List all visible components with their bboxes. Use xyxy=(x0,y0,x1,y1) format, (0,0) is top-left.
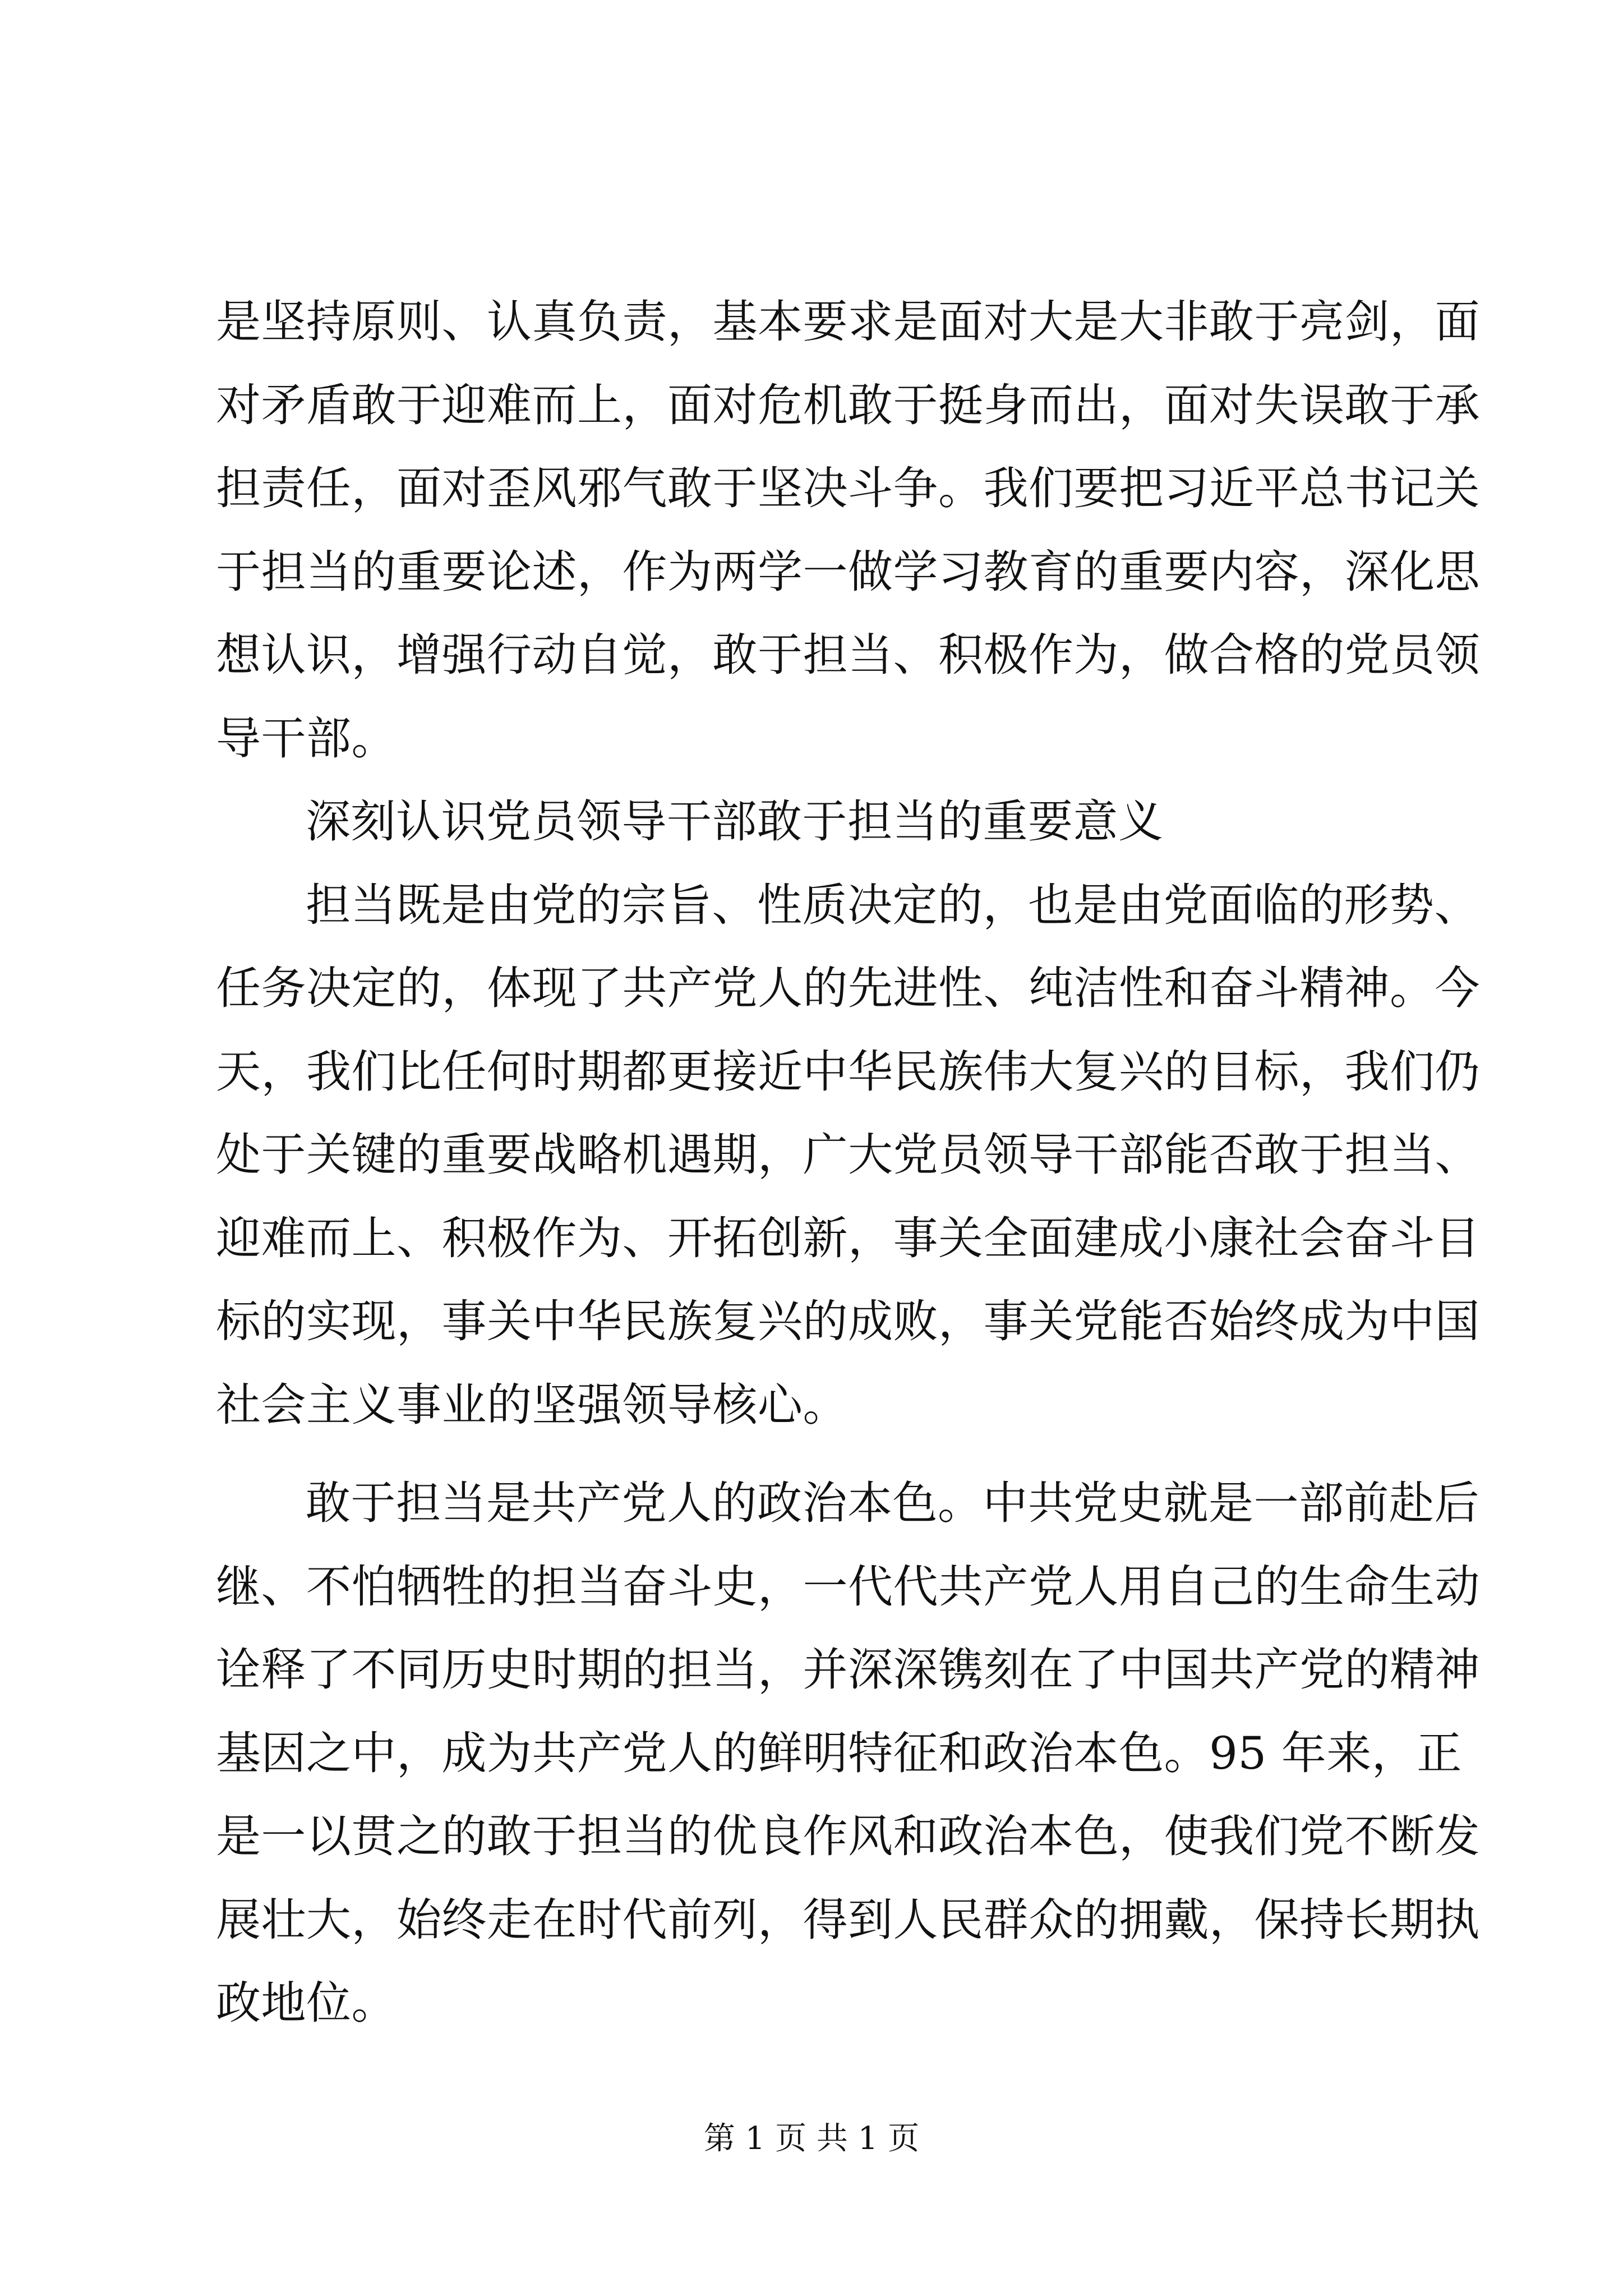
text-line: 天，我们比任何时期都更接近中华民族伟大复兴的目标，我们仍 xyxy=(216,1045,1480,1098)
text-line: 诠释了不同历史时期的担当，并深深镌刻在了中国共产党的精神 xyxy=(216,1644,1480,1696)
text-line: 政地位。 xyxy=(216,1977,396,2029)
text-line: 处于关键的重要战略机遇期，广大党员领导干部能否敢于担当、 xyxy=(216,1129,1480,1181)
heading-line: 深刻认识党员领导干部敢于担当的重要意义 xyxy=(306,795,1164,848)
text-line: 继、不怕牺牲的担当奋斗史，一代代共产党人用自己的生命生动 xyxy=(216,1560,1480,1613)
paragraph-2 xyxy=(216,864,1480,1447)
text-line: 于担当的重要论述，作为两学一做学习教育的重要内容，深化思 xyxy=(216,545,1480,598)
paragraph-3 xyxy=(216,1462,1480,2045)
text-line: 担当既是由党的宗旨、性质决定的，也是由党面临的形势、 xyxy=(306,878,1479,931)
text-line: 迎难而上、积极作为、开拓创新，事关全面建成小康社会奋斗目 xyxy=(216,1212,1480,1264)
text-line: 标的实现，事关中华民族复兴的成败，事关党能否始终成为中国 xyxy=(216,1295,1480,1347)
text-line: 基因之中，成为共产党人的鲜明特征和政治本色。95 年来，正 xyxy=(216,1727,1462,1779)
page-footer xyxy=(0,2119,1623,2159)
document-body xyxy=(216,280,1480,2045)
text-line: 对矛盾敢于迎难而上，面对危机敢于挺身而出，面对失误敢于承 xyxy=(216,379,1480,431)
text-line: 想认识，增强行动自觉，敢于担当、积极作为，做合格的党员领 xyxy=(216,629,1480,681)
text-line: 敢于担当是共产党人的政治本色。中共党史就是一部前赴后 xyxy=(306,1477,1479,1529)
text-line: 社会主义事业的坚强领导核心。 xyxy=(216,1378,848,1431)
text-line: 担责任，面对歪风邪气敢于坚决斗争。我们要把习近平总书记关 xyxy=(216,462,1480,514)
section-heading xyxy=(216,780,1427,864)
text-line: 是坚持原则、认真负责，基本要求是面对大是大非敢于亮剑，面 xyxy=(216,296,1480,348)
text-line: 是一以贯之的敢于担当的优良作风和政治本色，使我们党不断发 xyxy=(216,1810,1480,1862)
text-line: 任务决定的，体现了共产党人的先进性、纯洁性和奋斗精神。今 xyxy=(216,962,1480,1014)
text-line: 导干部。 xyxy=(216,712,396,765)
text-line: 展壮大，始终走在时代前列，得到人民群众的拥戴，保持长期执 xyxy=(216,1893,1480,1946)
page-number: 第 1 页 共 1 页 xyxy=(703,2120,920,2157)
paragraph-1 xyxy=(216,280,1480,780)
